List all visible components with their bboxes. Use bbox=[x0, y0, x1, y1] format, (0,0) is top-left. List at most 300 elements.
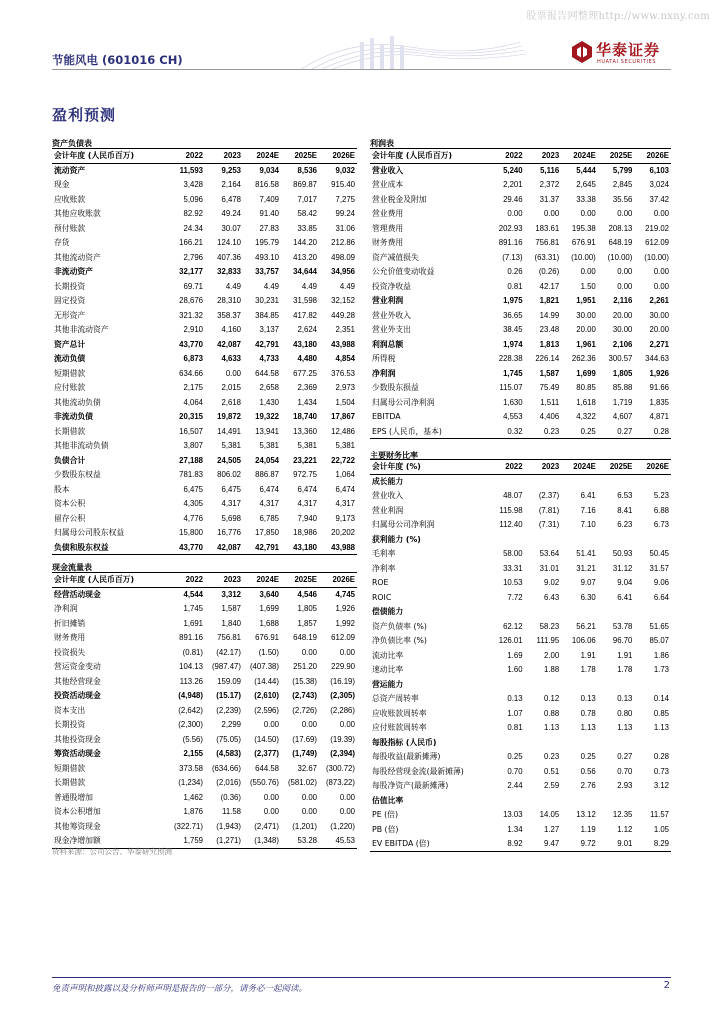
value-cell: 1,064 bbox=[335, 470, 355, 480]
header-year-cell: 2024E bbox=[243, 573, 281, 588]
table-row bbox=[52, 526, 357, 541]
value-cell: 31.57 bbox=[649, 563, 669, 573]
value-cell: 4,064 bbox=[183, 397, 203, 407]
value-cell: 0.00 bbox=[339, 792, 355, 802]
table-row bbox=[370, 793, 671, 808]
value-cell: 7.16 bbox=[580, 505, 596, 515]
row-label: 估值比率 bbox=[372, 795, 404, 805]
row-label: 其他经营现金 bbox=[54, 676, 101, 686]
value-cell: 612.09 bbox=[331, 633, 355, 643]
value-cell: (16.19) bbox=[330, 676, 355, 686]
value-cell: 9.72 bbox=[561, 837, 598, 852]
value-cell: 32.67 bbox=[297, 763, 317, 773]
row-label: 速动比率 bbox=[372, 665, 404, 675]
cash-flow-table bbox=[52, 572, 357, 849]
value-cell: 0.78 bbox=[580, 708, 596, 718]
value-cell: 202.93 bbox=[498, 223, 523, 233]
value-cell: 1,759 bbox=[167, 834, 205, 849]
value-cell: 344.63 bbox=[645, 354, 669, 364]
row-label: 成长能力 bbox=[372, 477, 404, 486]
value-cell: 1.05 bbox=[653, 824, 669, 834]
value-cell: 373.58 bbox=[179, 763, 203, 773]
table-row bbox=[370, 178, 671, 193]
row-label: 应收账款 bbox=[54, 194, 86, 204]
value-cell: (2.37) bbox=[538, 491, 560, 501]
value-cell: 1,719 bbox=[612, 397, 633, 407]
value-cell bbox=[488, 474, 525, 489]
value-cell: 111.95 bbox=[536, 636, 560, 646]
value-cell: 82.92 bbox=[183, 209, 203, 219]
value-cell: (2,743) bbox=[292, 691, 317, 701]
table-row bbox=[370, 808, 671, 823]
balance-sheet-table bbox=[52, 148, 357, 555]
value-cell: 5,799 bbox=[612, 166, 633, 175]
value-cell: 31.21 bbox=[576, 563, 596, 573]
value-cell: 417.82 bbox=[293, 310, 317, 320]
value-cell: (2,642) bbox=[178, 705, 203, 715]
value-cell: 10.53 bbox=[503, 578, 523, 588]
value-cell: 0.00 bbox=[339, 807, 355, 817]
row-label: 营业费用 bbox=[372, 209, 404, 219]
row-label: 投资损失 bbox=[54, 647, 86, 657]
row-label: 普通股增加 bbox=[54, 792, 93, 802]
row-label: 流动比率 bbox=[372, 650, 404, 660]
value-cell: 2,845 bbox=[612, 180, 633, 190]
value-cell: 5,444 bbox=[576, 166, 596, 175]
value-cell: 4,854 bbox=[335, 354, 355, 364]
value-cell: 2,973 bbox=[335, 383, 355, 393]
value-cell: 43,770 bbox=[167, 540, 205, 555]
value-cell: (1,234) bbox=[178, 778, 203, 788]
value-cell: 4,871 bbox=[649, 412, 669, 422]
value-cell: 228.38 bbox=[498, 354, 523, 364]
table-row bbox=[52, 602, 357, 617]
value-cell: 3,024 bbox=[649, 180, 669, 190]
value-cell: 1,691 bbox=[183, 618, 203, 628]
value-cell: 113.26 bbox=[179, 676, 203, 686]
value-cell bbox=[561, 677, 598, 692]
row-label: 留存公积 bbox=[54, 513, 86, 523]
row-label: 短期借款 bbox=[54, 763, 86, 773]
table-row bbox=[52, 819, 357, 834]
value-cell: (15.17) bbox=[216, 691, 241, 701]
value-cell: (1.50) bbox=[258, 647, 279, 657]
value-cell: 91.40 bbox=[259, 209, 279, 219]
value-cell: 358.37 bbox=[217, 310, 241, 320]
table-row bbox=[370, 323, 671, 338]
value-cell: 1,926 bbox=[649, 368, 669, 378]
row-label: 净利率 bbox=[372, 563, 396, 573]
value-cell: 2,175 bbox=[183, 383, 203, 393]
value-cell: 42,791 bbox=[255, 339, 279, 349]
value-cell: 0.13 bbox=[507, 694, 523, 704]
table-row bbox=[370, 561, 671, 576]
table-row bbox=[52, 703, 357, 718]
value-cell: (7.31) bbox=[538, 520, 560, 530]
value-cell: 0.00 bbox=[263, 807, 279, 817]
value-cell: 1.69 bbox=[507, 650, 523, 660]
table-row bbox=[370, 779, 671, 794]
value-cell: (2,305) bbox=[330, 691, 355, 701]
value-cell: 9.04 bbox=[617, 578, 633, 588]
header-year-cell: 2023 bbox=[205, 573, 243, 588]
value-cell: 2.44 bbox=[507, 781, 523, 791]
row-label: 获利能力 (%) bbox=[372, 534, 421, 544]
value-cell: 1.13 bbox=[580, 723, 596, 733]
value-cell: 1,587 bbox=[221, 604, 241, 614]
value-cell bbox=[598, 677, 635, 692]
value-cell: 4,546 bbox=[297, 590, 317, 599]
row-label: 资产减值损失 bbox=[372, 252, 419, 262]
row-label: 归属母公司净利润 bbox=[372, 397, 435, 407]
value-cell: 27,188 bbox=[179, 455, 203, 465]
source-note: 资料来源：公司公告、华泰研究预测 bbox=[52, 847, 172, 856]
table-row bbox=[52, 790, 357, 805]
table-row bbox=[370, 410, 671, 425]
value-cell: 9,173 bbox=[335, 513, 355, 523]
value-cell: 1.73 bbox=[653, 665, 669, 675]
value-cell: (2,016) bbox=[216, 778, 241, 788]
value-cell: 1.50 bbox=[580, 281, 596, 291]
value-cell: 32,833 bbox=[217, 267, 241, 277]
table-row bbox=[52, 192, 357, 207]
header-year-cell: 2024E bbox=[243, 149, 281, 164]
value-cell: 20.00 bbox=[576, 325, 596, 335]
header-year-cell: 2023 bbox=[525, 460, 562, 475]
table-row bbox=[370, 576, 671, 591]
value-cell: 2,369 bbox=[297, 383, 317, 393]
value-cell: 56.21 bbox=[576, 621, 596, 631]
value-cell: (634.66) bbox=[211, 763, 241, 773]
value-cell: 891.16 bbox=[498, 238, 523, 248]
table-row bbox=[370, 236, 671, 251]
value-cell: 5,381 bbox=[297, 441, 317, 451]
value-cell: 20.00 bbox=[649, 325, 669, 335]
value-cell: 1,835 bbox=[649, 397, 669, 407]
table-row bbox=[370, 721, 671, 736]
header-year-cell: 2022 bbox=[488, 149, 525, 164]
value-cell: 0.25 bbox=[561, 424, 598, 439]
value-cell bbox=[525, 605, 562, 620]
value-cell: 50.93 bbox=[612, 549, 633, 559]
value-cell: 2,201 bbox=[503, 180, 523, 190]
value-cell: 13.03 bbox=[503, 810, 523, 820]
value-cell: 4,633 bbox=[221, 354, 241, 364]
value-cell: 212.86 bbox=[331, 238, 355, 248]
value-cell: 1.78 bbox=[617, 665, 633, 675]
value-cell: 85.07 bbox=[649, 636, 669, 646]
table-row bbox=[52, 366, 357, 381]
value-cell: 2.59 bbox=[544, 781, 560, 791]
value-cell: 9.47 bbox=[525, 837, 562, 852]
table-row bbox=[52, 616, 357, 631]
header-label-cell: 会计年度 (人民币百万) bbox=[52, 573, 167, 588]
value-cell bbox=[525, 735, 562, 750]
value-cell: 2,351 bbox=[335, 325, 355, 335]
value-cell: 42,791 bbox=[243, 540, 281, 555]
value-cell: 13,941 bbox=[255, 426, 279, 436]
value-cell: 0.88 bbox=[544, 708, 560, 718]
value-cell: (2,394) bbox=[330, 749, 355, 759]
value-cell: 0.00 bbox=[617, 209, 633, 219]
value-cell: (987.47) bbox=[211, 662, 241, 672]
value-cell: 498.09 bbox=[331, 252, 355, 262]
value-cell: 0.73 bbox=[653, 766, 669, 776]
value-cell: 159.09 bbox=[217, 676, 241, 686]
value-cell: 43,180 bbox=[281, 540, 319, 555]
row-label: 存货 bbox=[54, 238, 70, 248]
value-cell: 0.81 bbox=[507, 281, 523, 291]
value-cell: 2,299 bbox=[221, 720, 241, 730]
row-label: 无形资产 bbox=[54, 310, 86, 320]
value-cell: 106.06 bbox=[571, 636, 596, 646]
value-cell: (322.71) bbox=[173, 821, 203, 831]
value-cell: 195.38 bbox=[571, 223, 596, 233]
row-label: 非流动资产 bbox=[54, 267, 93, 277]
value-cell: 5.23 bbox=[653, 491, 669, 501]
row-label: 少数股东权益 bbox=[54, 470, 101, 480]
row-label: 应收账款周转率 bbox=[372, 708, 427, 718]
table-row bbox=[370, 735, 671, 750]
value-cell: 1,926 bbox=[335, 604, 355, 614]
row-label: 其他投资现金 bbox=[54, 734, 101, 744]
value-cell: 195.79 bbox=[255, 238, 279, 248]
value-cell: 124.10 bbox=[217, 238, 241, 248]
header-year-cell: 2022 bbox=[167, 149, 205, 164]
value-cell: 1.91 bbox=[580, 650, 596, 660]
value-cell: (407.38) bbox=[249, 662, 279, 672]
value-cell: 30.07 bbox=[221, 223, 241, 233]
value-cell: (2,377) bbox=[254, 749, 279, 759]
value-cell: 781.83 bbox=[179, 470, 203, 480]
value-cell: 75.49 bbox=[539, 383, 560, 393]
table-row bbox=[52, 497, 357, 512]
logo-chinese-name: 华泰证券 bbox=[596, 41, 661, 59]
row-label: 营业成本 bbox=[372, 180, 404, 190]
value-cell: (4,948) bbox=[178, 691, 203, 701]
value-cell: (7.81) bbox=[538, 505, 560, 515]
header-year-cell: 2025E bbox=[281, 149, 319, 164]
value-cell: 229.90 bbox=[331, 662, 355, 672]
value-cell: 2.93 bbox=[617, 781, 633, 791]
value-cell: 3,137 bbox=[259, 325, 279, 335]
value-cell: 6,475 bbox=[183, 484, 203, 494]
value-cell: 12.35 bbox=[612, 810, 633, 820]
value-cell: 4,480 bbox=[297, 354, 317, 364]
value-cell: 869.87 bbox=[293, 180, 317, 190]
value-cell: 20,202 bbox=[331, 528, 355, 538]
row-label: 经营活动现金 bbox=[54, 590, 101, 599]
table-row bbox=[52, 776, 357, 791]
value-cell: 85.88 bbox=[612, 383, 633, 393]
value-cell: 4,317 bbox=[221, 499, 241, 509]
value-cell: 14.05 bbox=[539, 810, 560, 820]
value-cell: 8.29 bbox=[634, 837, 671, 852]
table-row bbox=[370, 163, 671, 178]
table-row bbox=[52, 511, 357, 526]
row-label: 每股净资产(最新摊薄) bbox=[372, 781, 449, 791]
value-cell: 0.00 bbox=[263, 792, 279, 802]
income-statement-title: 利润表 bbox=[370, 139, 394, 148]
value-cell: 6,475 bbox=[221, 484, 241, 494]
value-cell: (10.00) bbox=[644, 252, 669, 262]
value-cell: 8.92 bbox=[488, 837, 525, 852]
value-cell: 1,992 bbox=[335, 618, 355, 628]
value-cell: 1,813 bbox=[539, 339, 560, 349]
value-cell: 0.00 bbox=[301, 792, 317, 802]
row-label: 净利润 bbox=[372, 368, 396, 378]
value-cell: 6,474 bbox=[297, 484, 317, 494]
value-cell bbox=[561, 474, 598, 489]
value-cell: 634.66 bbox=[179, 368, 203, 378]
value-cell: 0.80 bbox=[617, 708, 633, 718]
header-divider bbox=[52, 69, 671, 70]
value-cell: 1.27 bbox=[544, 824, 560, 834]
value-cell: 6.73 bbox=[653, 520, 669, 530]
value-cell: 5,698 bbox=[221, 513, 241, 523]
value-cell: 0.00 bbox=[507, 209, 523, 219]
row-label: 负债和股东权益 bbox=[52, 540, 167, 555]
value-cell: 648.19 bbox=[608, 238, 633, 248]
value-cell: 6.23 bbox=[617, 520, 633, 530]
value-cell: 756.81 bbox=[535, 238, 560, 248]
value-cell: (873.22) bbox=[325, 778, 355, 788]
value-cell: 5,240 bbox=[503, 166, 523, 175]
value-cell: 115.07 bbox=[499, 383, 523, 393]
value-cell: 30.00 bbox=[649, 310, 669, 320]
table-row bbox=[370, 764, 671, 779]
value-cell: 2,164 bbox=[221, 180, 241, 190]
value-cell: 23,221 bbox=[293, 455, 317, 465]
table-row bbox=[52, 718, 357, 733]
value-cell: 1,951 bbox=[576, 296, 596, 306]
value-cell: 4,544 bbox=[183, 590, 203, 599]
value-cell: 19,872 bbox=[217, 412, 241, 422]
value-cell: 6.64 bbox=[653, 592, 669, 602]
value-cell: 2.00 bbox=[544, 650, 560, 660]
table-row bbox=[52, 645, 357, 660]
row-label: 营业收入 bbox=[372, 491, 404, 501]
table-row bbox=[52, 308, 357, 323]
value-cell bbox=[525, 677, 562, 692]
value-cell: 0.14 bbox=[653, 694, 669, 704]
value-cell: 9.01 bbox=[598, 837, 635, 852]
row-label: 其他非流动资产 bbox=[54, 325, 109, 335]
table-row bbox=[370, 221, 671, 236]
value-cell: 4,733 bbox=[259, 354, 279, 364]
row-label: 营业外收入 bbox=[372, 310, 411, 320]
row-label: 归属母公司净利润 bbox=[372, 520, 435, 530]
value-cell: 0.00 bbox=[301, 807, 317, 817]
row-label: 毛利率 bbox=[372, 549, 396, 559]
table-row bbox=[370, 692, 671, 707]
row-label: EBITDA bbox=[372, 412, 401, 422]
footer-divider bbox=[52, 977, 671, 978]
table-row bbox=[52, 482, 357, 497]
value-cell: 0.25 bbox=[580, 752, 596, 762]
value-cell: 6.41 bbox=[617, 592, 633, 602]
value-cell: 816.58 bbox=[255, 180, 279, 190]
value-cell: 49.24 bbox=[221, 209, 241, 219]
row-label: 其他应收账款 bbox=[54, 209, 101, 219]
value-cell: 6,785 bbox=[259, 513, 279, 523]
table-row bbox=[370, 518, 671, 533]
table-row bbox=[370, 381, 671, 396]
row-label: 营业利润 bbox=[372, 296, 404, 306]
value-cell: 612.09 bbox=[645, 238, 669, 248]
value-cell: 2,261 bbox=[649, 296, 669, 306]
value-cell: (2,610) bbox=[254, 691, 279, 701]
value-cell: 30.00 bbox=[612, 325, 633, 335]
row-label: 所得税 bbox=[372, 354, 396, 364]
value-cell: 2,910 bbox=[183, 325, 203, 335]
value-cell: 1,434 bbox=[297, 397, 317, 407]
value-cell: 6.43 bbox=[544, 592, 560, 602]
row-label: 资产负债率 (%) bbox=[372, 621, 427, 631]
value-cell: 0.00 bbox=[653, 267, 669, 277]
row-label: 流动负债 bbox=[54, 354, 86, 364]
value-cell: 4.49 bbox=[225, 281, 241, 291]
table-row bbox=[52, 747, 357, 762]
table-row bbox=[370, 547, 671, 562]
value-cell: 676.91 bbox=[571, 238, 596, 248]
row-label: 资本支出 bbox=[54, 705, 86, 715]
value-cell: 28,310 bbox=[217, 296, 241, 306]
value-cell: 1.34 bbox=[507, 824, 523, 834]
table-header-row bbox=[52, 573, 357, 588]
row-label: 营运资金变动 bbox=[54, 662, 101, 672]
row-label: 现金 bbox=[54, 180, 70, 190]
value-cell: 1,805 bbox=[297, 604, 317, 614]
table-row bbox=[370, 822, 671, 837]
row-label: 投资活动现金 bbox=[54, 691, 101, 701]
table-row bbox=[370, 308, 671, 323]
value-cell: 11.57 bbox=[650, 810, 669, 820]
value-cell: 9.07 bbox=[580, 578, 596, 588]
value-cell: 31,598 bbox=[293, 296, 317, 306]
table-row bbox=[370, 677, 671, 692]
ratios-title: 主要财务比率 bbox=[370, 451, 418, 460]
row-label: 应付账款周转率 bbox=[372, 723, 427, 733]
value-cell: 7,017 bbox=[297, 194, 317, 204]
table-row bbox=[370, 424, 671, 439]
value-cell: 1,430 bbox=[259, 397, 279, 407]
value-cell: 32,152 bbox=[331, 296, 355, 306]
table-row bbox=[52, 761, 357, 776]
income-statement-table bbox=[370, 148, 671, 439]
row-label: 短期借款 bbox=[54, 368, 86, 378]
value-cell: 13,360 bbox=[293, 426, 317, 436]
value-cell: 18,986 bbox=[293, 528, 317, 538]
row-label: 每股收益(最新摊薄) bbox=[372, 752, 441, 762]
value-cell bbox=[488, 532, 525, 547]
value-cell: 24,054 bbox=[255, 455, 279, 465]
value-cell bbox=[488, 677, 525, 692]
value-cell: 9,032 bbox=[335, 166, 355, 175]
value-cell: 6,478 bbox=[221, 194, 241, 204]
value-cell bbox=[634, 793, 671, 808]
value-cell: 0.51 bbox=[544, 766, 560, 776]
value-cell: 2,116 bbox=[613, 296, 633, 306]
value-cell: 14.99 bbox=[539, 310, 560, 320]
value-cell: 0.00 bbox=[339, 720, 355, 730]
value-cell: 29.46 bbox=[503, 194, 523, 204]
value-cell: 9,253 bbox=[221, 166, 241, 175]
value-cell: 1.88 bbox=[544, 665, 560, 675]
table-row bbox=[52, 323, 357, 338]
value-cell: 62.12 bbox=[503, 621, 523, 631]
value-cell: 3,428 bbox=[183, 180, 203, 190]
